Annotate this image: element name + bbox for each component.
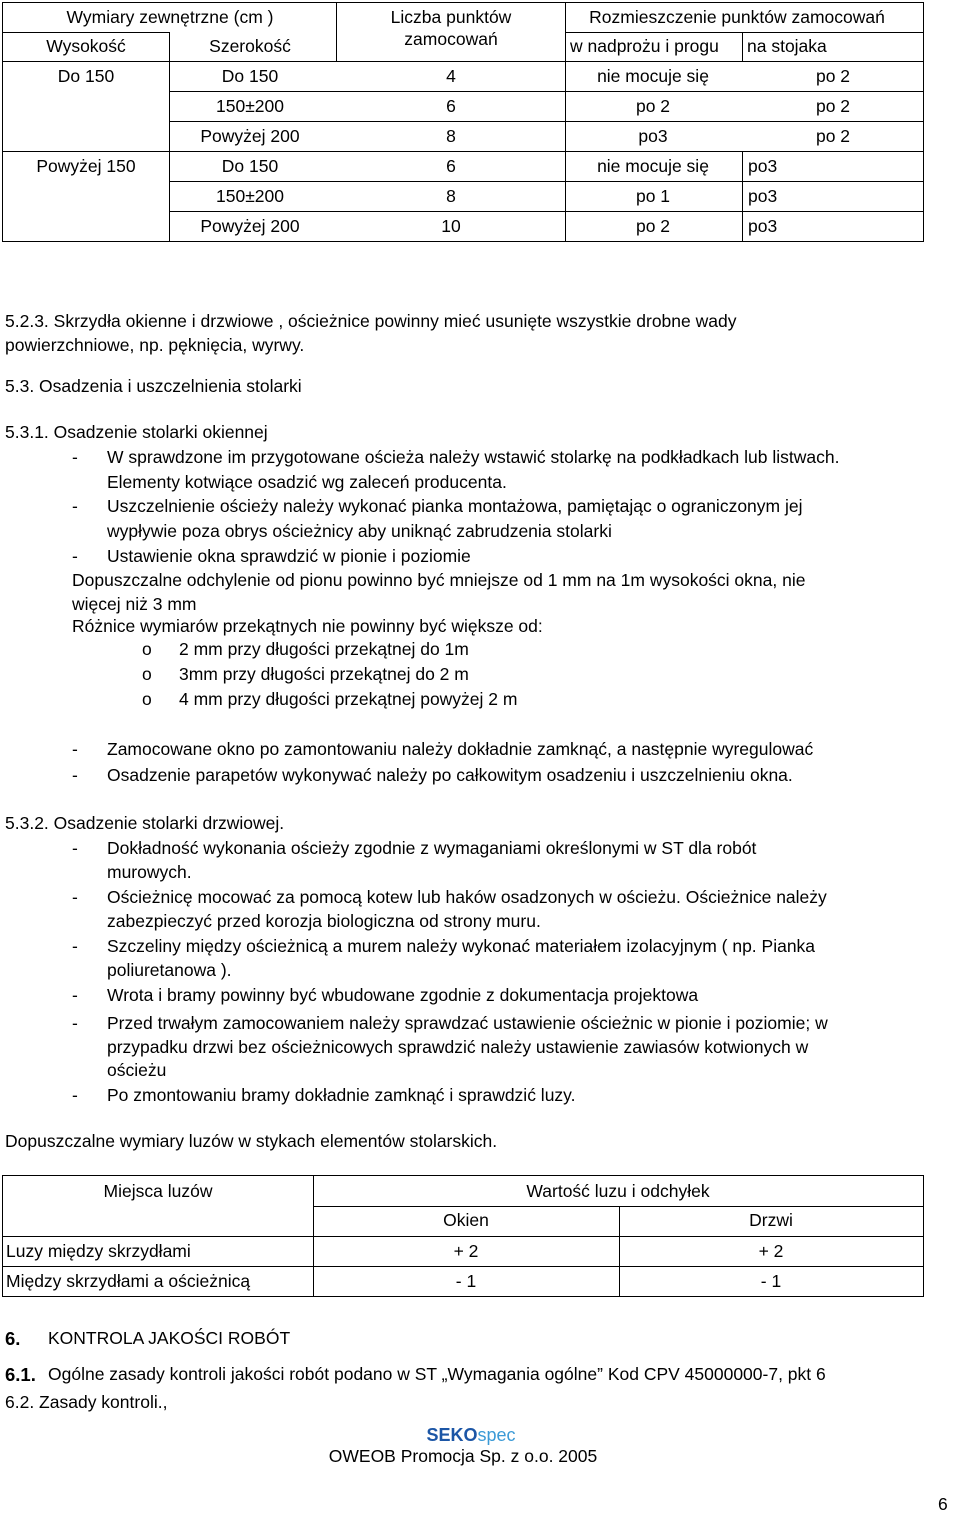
sub-list-item: 3mm przy długości przekątnej do 2 m [179, 664, 469, 684]
list-item-cont: zabezpieczyć przed korozja biologiczna od strony muru. [107, 911, 541, 931]
header-dimensions: Wymiary zewnętrzne (cm ) [66, 7, 274, 27]
table-cell: 10 [441, 216, 461, 236]
list-item: Ustawienie okna sprawdzić w pionie i poziomie [107, 546, 471, 566]
tolerance-text: Dopuszczalne odchylenie od pionu powinno być mniejsze od 1 mm na 1m wysokości okna, nie [72, 570, 806, 590]
list-item-cont: murowych. [107, 862, 192, 882]
header-placement: Rozmieszczenie punktów zamocowań [589, 7, 885, 27]
list-item-cont: przypadku drzwi bez ościeżnicowych sprawdzić należy ustawienie zawiasów kotwionych w [107, 1037, 809, 1057]
table-cell: po3 [638, 126, 668, 146]
list-item: Ościeżnicę mocować za pomocą kotew lub haków osadzonych w ościeżu. Ościeżnice należy [107, 887, 827, 907]
table-cell: po 2 [815, 66, 851, 86]
table-cell: + 2 [453, 1241, 479, 1261]
paragraph-523: 5.2.3. Skrzydła okienne i drzwiowe , ościeżnice powinny mieć usunięte wszystkie drobne wady [5, 311, 737, 331]
table-cell: po3 [748, 156, 778, 176]
section-heading-532: 5.3.2. Osadzenie stolarki drzwiowej. [5, 813, 285, 833]
list-item-cont: wypływie poza obrys ościeżnicy aby uniknąć zabrudzenia stolarki [107, 521, 612, 541]
bullet-dash: - [72, 496, 78, 516]
header-windows: Okien [443, 1210, 489, 1230]
table-cell: 4 [446, 66, 456, 86]
table-cell: nie mocuje się [597, 156, 709, 176]
bullet-dash: - [72, 887, 78, 907]
header-clearance-value: Wartość luzu i odchyłek [526, 1181, 710, 1201]
table-cell: po3 [748, 216, 778, 236]
bullet-o: o [142, 689, 152, 709]
subsection-text: Ogólne zasady kontroli jakości robót podano w ST „Wymagania ogólne” Kod CPV 45000000-7, pkt 6 [48, 1364, 826, 1384]
section-heading-531: 5.3.1. Osadzenie stolarki okiennej [5, 422, 268, 442]
subsection-62: 6.2. Zasady kontroli., [5, 1392, 168, 1412]
tolerance-text-cont: więcej niż 3 mm [72, 594, 197, 614]
bullet-dash: - [72, 447, 78, 467]
table-cell: po 1 [635, 186, 671, 206]
table-cell: nie mocuje się [597, 66, 709, 86]
bullet-dash: - [72, 739, 78, 759]
header-jamb: na stojaka [747, 36, 827, 56]
section-title: KONTROLA JAKOŚCI ROBÓT [48, 1328, 291, 1348]
footer-company: OWEOB Promocja Sp. z o.o. 2005 [328, 1446, 598, 1466]
table-cell: 150±200 [215, 186, 285, 206]
list-item-cont: ościeżu [107, 1060, 167, 1080]
table-cell: po3 [748, 186, 778, 206]
bullet-dash: - [72, 838, 78, 858]
table-cell: + 2 [758, 1241, 784, 1261]
list-item: Zamocowane okno po zamontowaniu należy dokładnie zamknąć, a następnie wyregulować [107, 739, 814, 759]
list-item-cont: poliuretanowa ). [107, 960, 232, 980]
header-clearance-location: Miejsca luzów [103, 1181, 213, 1201]
bullet-dash: - [72, 1013, 78, 1033]
table-cell: 150±200 [215, 96, 285, 116]
list-item: Po zmontowaniu bramy dokładnie zamknąć i sprawdzić luzy. [107, 1085, 576, 1105]
sekospec-logo: SEKOspec [426, 1425, 516, 1445]
table-cell: Między skrzydłami a ościeżnicą [6, 1271, 251, 1291]
table-cell: - 1 [760, 1271, 782, 1291]
header-height: Wysokość [46, 36, 126, 56]
table-cell: 8 [446, 126, 456, 146]
list-item: Wrota i bramy powinny być wbudowane zgodnie z dokumentacja projektowa [107, 985, 699, 1005]
table-cell: Powyżej 200 [200, 216, 300, 236]
table-cell: Powyżej 200 [200, 126, 300, 146]
page-number: 6 [938, 1494, 948, 1514]
bullet-dash: - [72, 1085, 78, 1105]
bullet-o: o [142, 664, 152, 684]
table-cell: po 2 [815, 96, 851, 116]
header-points-line1: Liczba punktów [390, 7, 512, 27]
table-cell: 6 [446, 96, 456, 116]
header-doors: Drzwi [749, 1210, 793, 1230]
bullet-o: o [142, 639, 152, 659]
list-item: W sprawdzone im przygotowane ościeża należy wstawić stolarkę na podkładkach lub listwach. [107, 447, 840, 467]
table-cell: po 2 [635, 216, 671, 236]
header-points-line2: zamocowań [404, 29, 498, 49]
diagonal-text: Różnice wymiarów przekątnych nie powinny być większe od: [72, 616, 543, 636]
subsection-number: 6.1. [5, 1364, 36, 1385]
section-heading-53: 5.3. Osadzenia i uszczelnienia stolarki [5, 376, 302, 396]
header-width: Szerokość [209, 36, 291, 56]
table-cell: 8 [446, 186, 456, 206]
list-item-cont: Elementy kotwiące osadzić wg zaleceń producenta. [107, 472, 507, 492]
section-number: 6. [5, 1328, 21, 1349]
list-item: Przed trwałym zamocowaniem należy sprawdzać ustawienie ościeżnic w pionie i poziomie; w [107, 1013, 828, 1033]
sub-list-item: 4 mm przy długości przekątnej powyżej 2 m [179, 689, 518, 709]
table-cell: Do 150 [221, 66, 279, 86]
table-cell: Luzy między skrzydłami [6, 1241, 191, 1261]
table-cell: Do 150 [57, 66, 115, 86]
bullet-dash: - [72, 985, 78, 1005]
list-item: Szczeliny między ościeżnicą a murem należy wykonać materiałem izolacyjnym ( np. Pianka [107, 936, 816, 956]
list-item: Osadzenie parapetów wykonywać należy po całkowitym osadzeniu i uszczelnieniu okna. [107, 765, 793, 785]
bullet-dash: - [72, 765, 78, 785]
bullet-dash: - [72, 936, 78, 956]
table-cell: 6 [446, 156, 456, 176]
table-cell: - 1 [455, 1271, 477, 1291]
tolerance-table-intro: Dopuszczalne wymiary luzów w stykach elementów stolarskich. [5, 1131, 498, 1151]
header-lintel: w nadprożu i progu [570, 36, 719, 56]
sub-list-item: 2 mm przy długości przekątnej do 1m [179, 639, 469, 659]
table-cell: po 2 [635, 96, 671, 116]
list-item: Uszczelnienie ościeży należy wykonać pianka montażowa, pamiętając o ograniczonym jej [107, 496, 803, 516]
table-cell: Do 150 [221, 156, 279, 176]
table-cell: Powyżej 150 [36, 156, 136, 176]
paragraph-523-cont: powierzchniowe, np. pęknięcia, wyrwy. [5, 335, 305, 355]
bullet-dash: - [72, 546, 78, 566]
table-cell: po 2 [815, 126, 851, 146]
list-item: Dokładność wykonania ościeży zgodnie z wymaganiami określonymi w ST dla robót [107, 838, 757, 858]
